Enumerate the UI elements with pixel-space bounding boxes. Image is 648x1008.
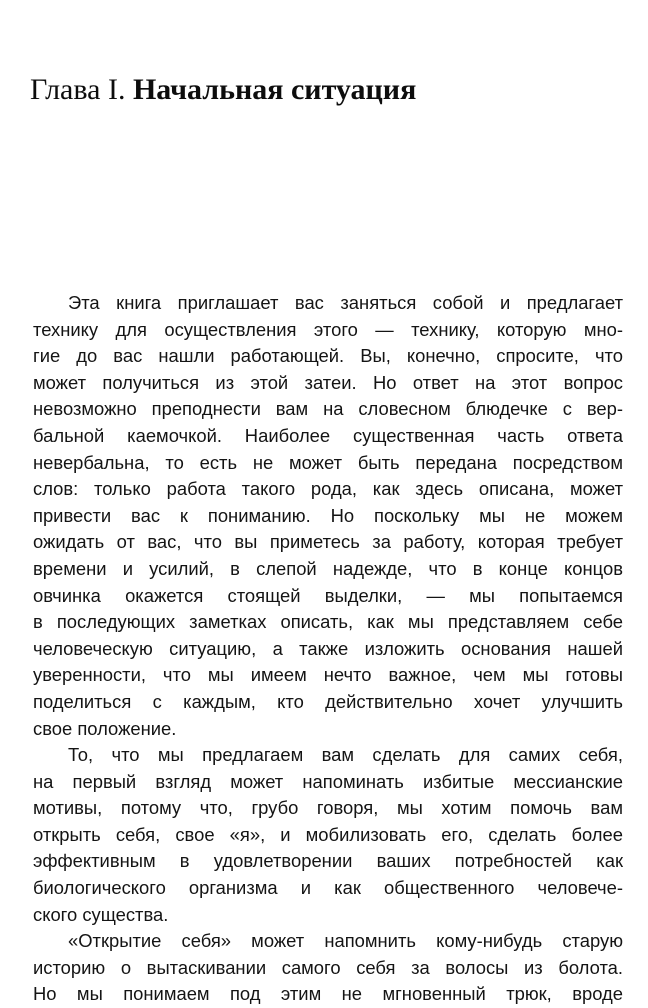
text-line: на первый взгляд может напоминать избитые мессианские	[33, 770, 623, 792]
chapter-title: Начальная ситуация	[132, 73, 417, 106]
text-line: историю о вытаскивании самого себя за волосы из болота.	[33, 956, 623, 978]
text-line: овчинка окажется стоящей выделки, — мы попытаемся	[33, 584, 623, 606]
text-line: поделиться с каждым, кто действительно хочет улучшить	[33, 690, 623, 712]
text-line: свое положение.	[33, 717, 177, 739]
body-text	[33, 290, 623, 1008]
text-line: мотивы, потому что, грубо говоря, мы хотим помочь вам	[33, 797, 623, 819]
text-line: бальной каемочкой. Наиболее существенная часть ответа	[33, 424, 623, 446]
text-line: эффективным в удовлетворении ваших потребностей как	[33, 850, 623, 872]
paragraph-1	[33, 290, 623, 742]
text-line: невозможно преподнести вам на словесном блюдечке с вер-	[33, 398, 623, 420]
text-line: может получиться из этой затеи. Но ответ на этот вопрос	[33, 371, 623, 393]
text-line: в последующих заметках описать, как мы представляем себе	[33, 611, 623, 633]
text-line: технику для осуществления этого — технику, которую мно-	[33, 318, 623, 340]
chapter-heading	[30, 70, 416, 110]
text-line: времени и усилий, в слепой надежде, что в конце концов	[33, 557, 623, 579]
text-line: Эта книга приглашает вас заняться собой и предлагает	[68, 292, 623, 313]
text-line: открыть себя, свое «я», и мобилизовать его, сделать более	[33, 823, 623, 845]
paragraph-2	[33, 742, 623, 928]
text-line: То, что мы предлагаем вам сделать для самих себя,	[68, 744, 623, 766]
text-line: биологического организма и как общественного человече-	[33, 877, 623, 899]
text-line: слов: только работа такого рода, как здесь описана, может	[33, 478, 623, 500]
text-line: гие до вас нашли работающей. Вы, конечно, спросите, что	[33, 345, 623, 367]
paragraph-3	[33, 928, 623, 1008]
chapter-number: Глава I.	[30, 73, 126, 106]
text-line: уверенности, что мы имеем нечто важное, чем мы готовы	[33, 664, 623, 686]
text-line: привести вас к пониманию. Но поскольку мы не можем	[33, 504, 623, 526]
text-line: ского существа.	[33, 903, 169, 925]
text-line: ожидать от вас, что вы приметесь за работу, которая требует	[33, 531, 623, 553]
text-line: «Открытие себя» может напомнить кому-нибудь старую	[68, 930, 623, 952]
text-line: невербальна, то есть не может быть передана посредством	[33, 451, 623, 473]
text-line: Но мы понимаем под этим не мгновенный трюк, вроде	[33, 983, 623, 1005]
text-line: человеческую ситуацию, а также изложить основания нашей	[33, 637, 623, 659]
